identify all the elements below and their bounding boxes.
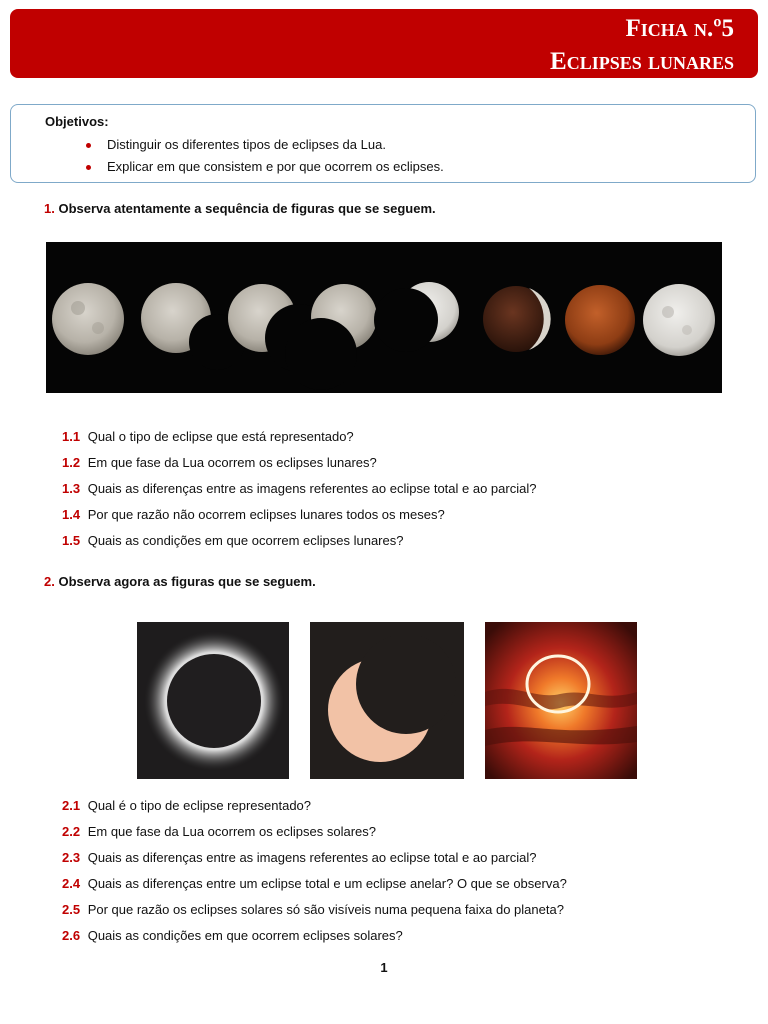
question-1-1 — [62, 429, 354, 444]
question-text: Por que razão não ocorrem eclipses lunares todos os meses? — [87, 507, 445, 522]
question-text: Qual é o tipo de eclipse representado? — [87, 798, 312, 813]
question-text: Quais as condições em que ocorrem eclipses lunares? — [87, 533, 404, 548]
annular-solar-eclipse-photo — [485, 622, 637, 779]
section-text: Observa agora as figuras que se seguem. — [58, 574, 316, 589]
section-2-heading — [44, 574, 316, 589]
worksheet-number: Ficha n.º5 — [625, 15, 734, 42]
question-number: 1.2 — [62, 455, 81, 470]
section-text: Observa atentamente a sequência de figuras que se seguem. — [58, 201, 436, 216]
question-number: 1.4 — [62, 507, 81, 522]
objectives-box — [10, 104, 756, 183]
question-text: Em que fase da Lua ocorrem os eclipses lunares? — [87, 455, 377, 470]
question-1-5 — [62, 533, 403, 548]
question-number: 2.3 — [62, 850, 81, 865]
worksheet-title: Eclipses lunares — [550, 48, 734, 75]
question-number: 2.2 — [62, 824, 81, 839]
lunar-eclipse-sequence-photo — [46, 242, 722, 393]
question-number: 2.1 — [62, 798, 81, 813]
section-number: 2. — [44, 574, 55, 589]
question-text: Quais as diferenças entre as imagens referentes ao eclipse total e ao parcial? — [87, 481, 537, 496]
objectives-list — [83, 134, 444, 178]
question-number: 2.6 — [62, 928, 81, 943]
title-banner — [10, 9, 758, 78]
section-1-heading — [44, 201, 436, 216]
question-text: Qual o tipo de eclipse que está representado? — [87, 429, 354, 444]
question-number: 2.5 — [62, 902, 81, 917]
page-number: 1 — [380, 960, 388, 975]
question-1-2 — [62, 455, 377, 470]
partial-solar-eclipse-photo — [310, 622, 464, 779]
question-2-3 — [62, 850, 536, 865]
question-number: 2.4 — [62, 876, 81, 891]
question-text: Quais as diferenças entre um eclipse total e um eclipse anelar? O que se observa? — [87, 876, 567, 891]
objectives-title: Objetivos: — [45, 114, 109, 129]
question-2-5 — [62, 902, 564, 917]
question-text: Quais as diferenças entre as imagens referentes ao eclipse total e ao parcial? — [87, 850, 537, 865]
question-2-4 — [62, 876, 567, 891]
section-number: 1. — [44, 201, 55, 216]
question-number: 1.1 — [62, 429, 81, 444]
question-text: Quais as condições em que ocorrem eclipses solares? — [87, 928, 403, 943]
total-solar-eclipse-photo — [137, 622, 289, 779]
question-1-4 — [62, 507, 445, 522]
question-2-2 — [62, 824, 376, 839]
question-number: 1.3 — [62, 481, 81, 496]
objective-item: Distinguir os diferentes tipos de eclipses da Lua. — [83, 134, 444, 156]
question-text: Em que fase da Lua ocorrem os eclipses solares? — [87, 824, 377, 839]
objective-item: Explicar em que consistem e por que ocorrem os eclipses. — [83, 156, 444, 178]
question-2-6 — [62, 928, 403, 943]
question-1-3 — [62, 481, 536, 496]
question-2-1 — [62, 798, 311, 813]
question-text: Por que razão os eclipses solares só são visíveis numa pequena faixa do planeta? — [87, 902, 564, 917]
question-number: 1.5 — [62, 533, 81, 548]
